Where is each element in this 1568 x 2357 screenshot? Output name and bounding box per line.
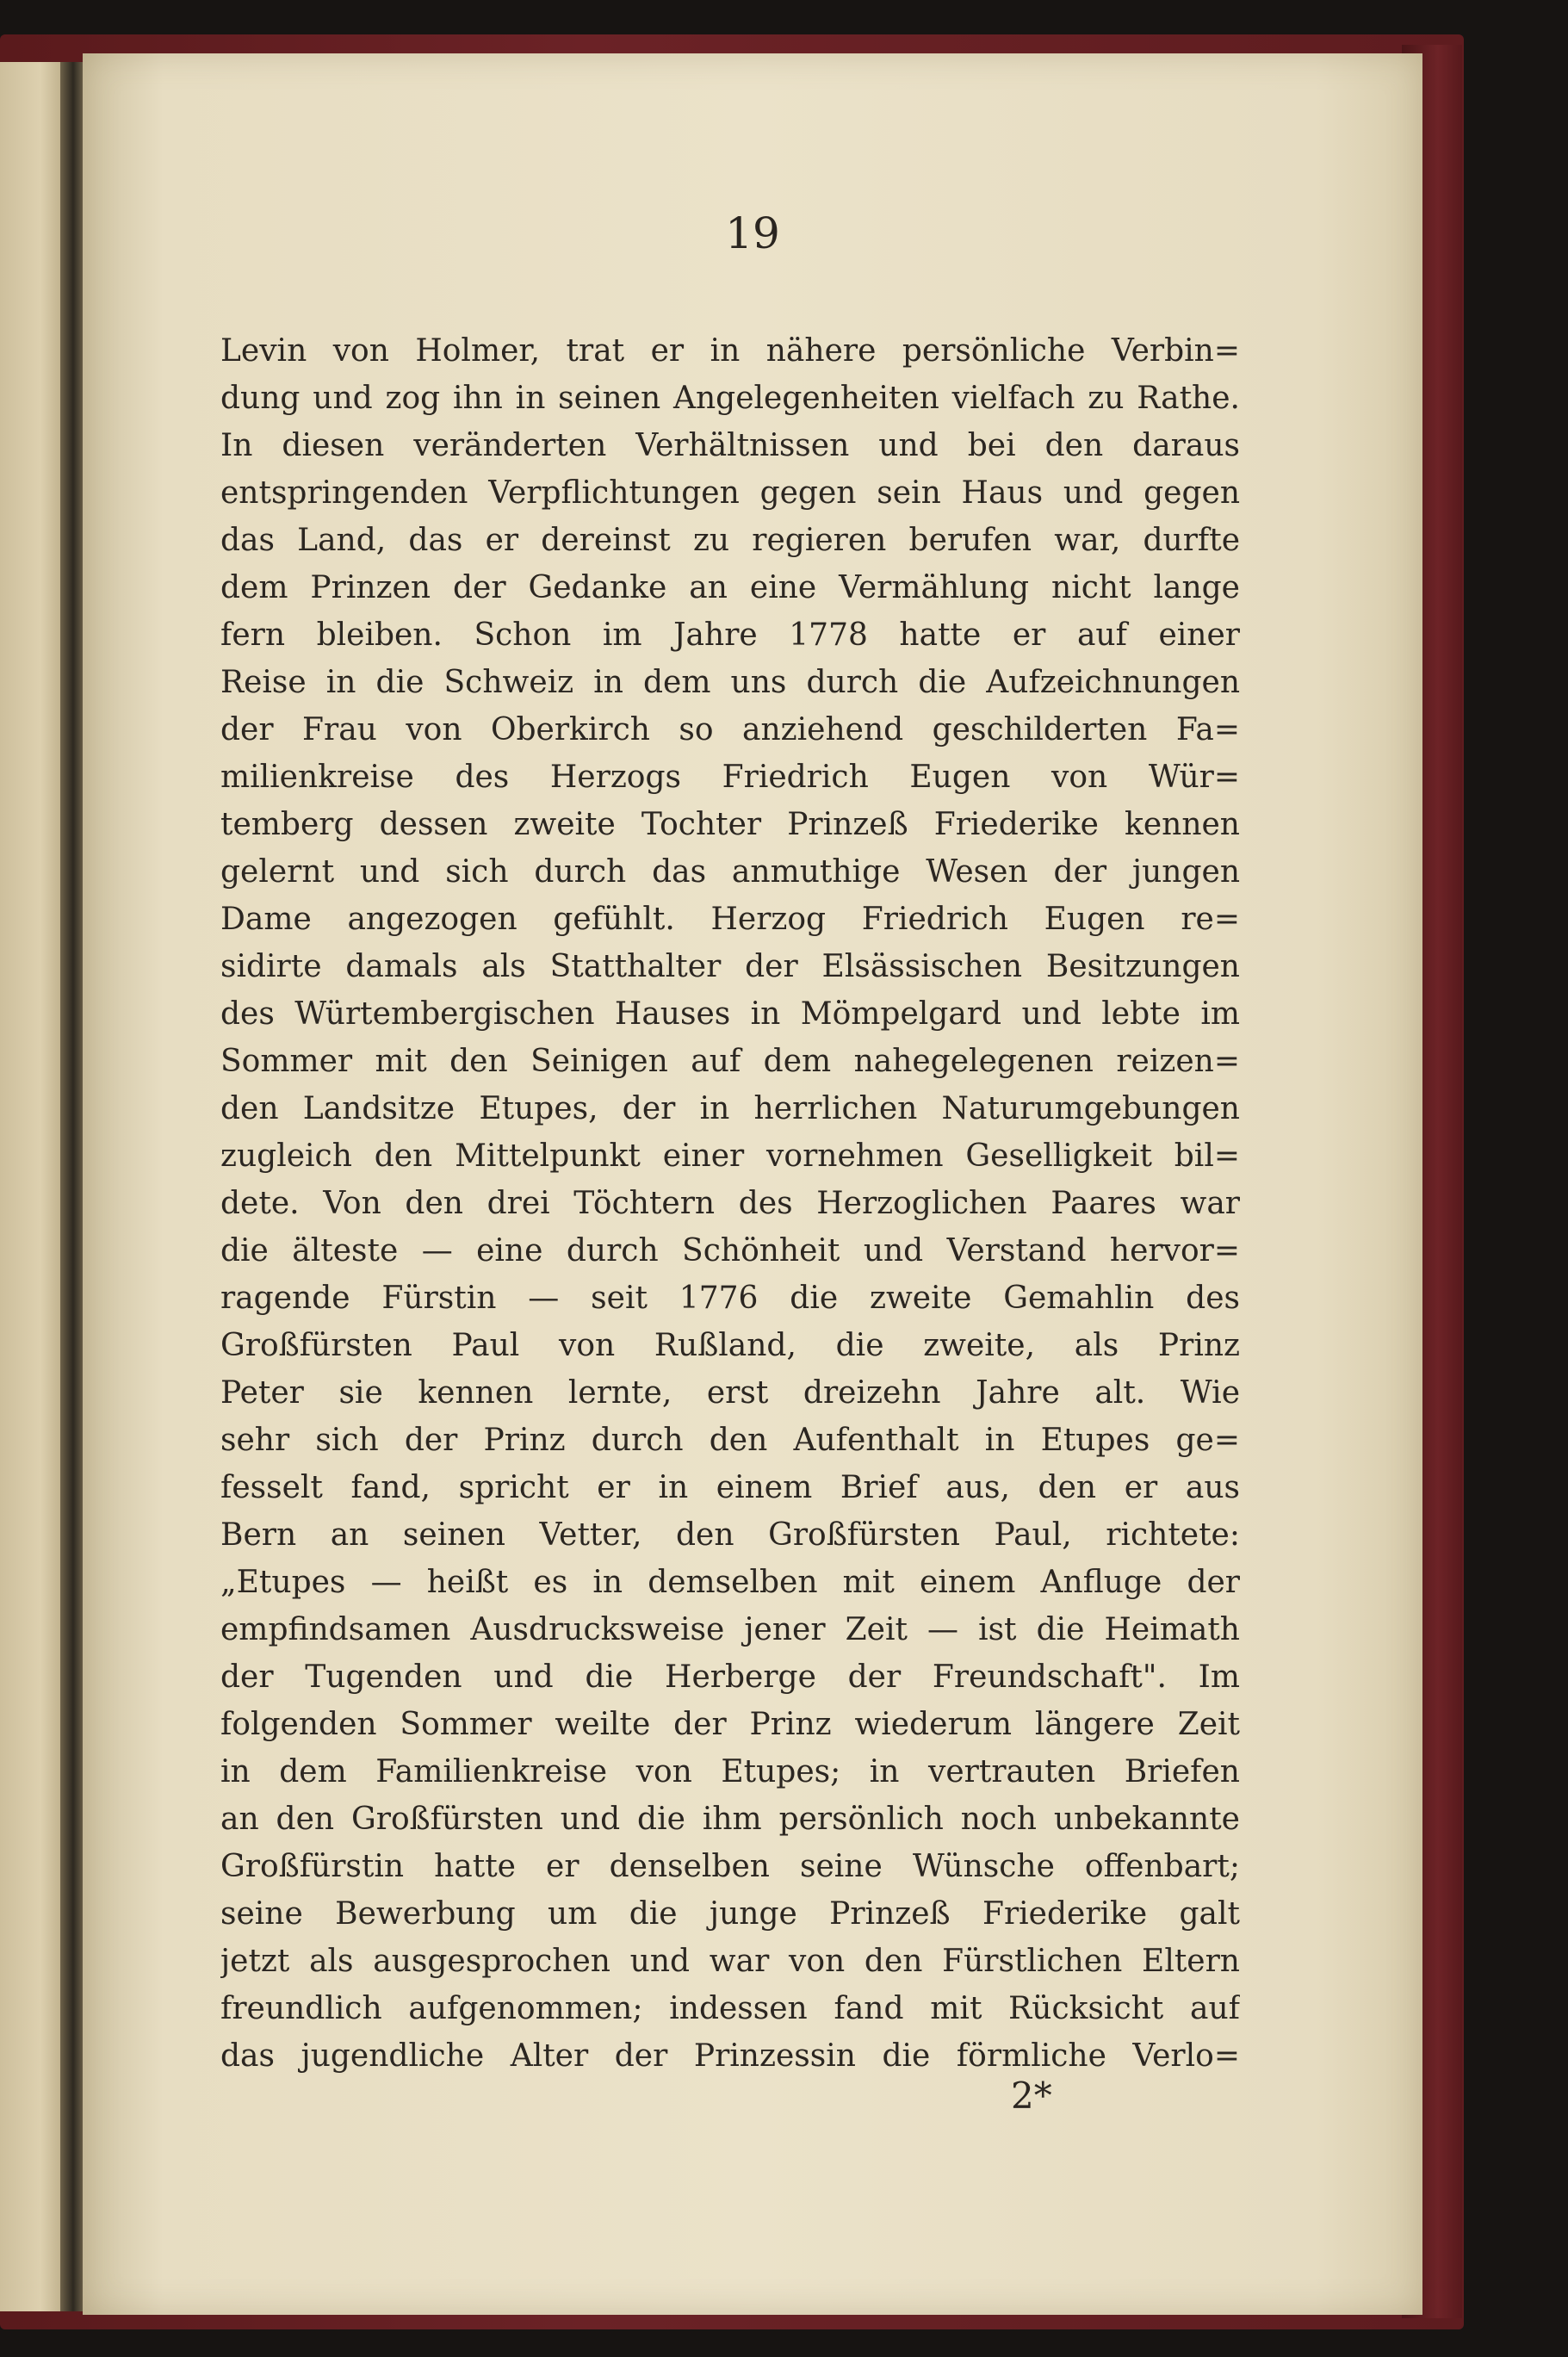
text-line: seine Bewerbung um die junge Prinzeß Friederike galt xyxy=(220,1896,1240,1932)
text-line: temberg dessen zweite Tochter Prinzeß Friederike kennen xyxy=(220,807,1240,842)
text-line: Großfürstin hatte er denselben seine Wünsche offenbart; xyxy=(220,1849,1240,1884)
text-line: freundlich aufgenommen; indessen fand mit Rücksicht auf xyxy=(220,1991,1240,2026)
text-line: „Etupes — heißt es in demselben mit einem Anfluge der xyxy=(220,1565,1240,1600)
text-line: entspringenden Verpflichtungen gegen sein Haus und gegen xyxy=(220,475,1240,511)
text-line: der Frau von Oberkirch so anziehend geschilderten Fa= xyxy=(220,712,1240,747)
text-line: sehr sich der Prinz durch den Aufenthalt in Etupes ge= xyxy=(220,1423,1240,1458)
text-line: milienkreise des Herzogs Friedrich Eugen von Wür= xyxy=(220,760,1240,795)
text-line: fern bleiben. Schon im Jahre 1778 hatte er auf einer xyxy=(220,617,1240,653)
text-line: Dame angezogen gefühlt. Herzog Friedrich Eugen re= xyxy=(220,902,1240,937)
body-text xyxy=(220,327,1240,2080)
text-line: In diesen veränderten Verhältnissen und bei den daraus xyxy=(220,428,1240,463)
text-line: dung und zog ihn in seinen Angelegenheiten vielfach zu Rathe. xyxy=(220,381,1240,416)
text-line: gelernt und sich durch das anmuthige Wesen der jungen xyxy=(220,854,1240,890)
signature-mark: 2* xyxy=(1011,2075,1052,2117)
book-page xyxy=(83,53,1422,2315)
text-line: dete. Von den drei Töchtern des Herzoglichen Paares war xyxy=(220,1186,1240,1221)
text-line: Reise in die Schweiz in dem uns durch die Aufzeichnungen xyxy=(220,665,1240,700)
text-line: die älteste — eine durch Schönheit und Verstand hervor= xyxy=(220,1233,1240,1268)
page-number: 19 xyxy=(725,208,780,258)
text-line: den Landsitze Etupes, der in herrlichen Naturumgebungen xyxy=(220,1091,1240,1126)
text-line: Peter sie kennen lernte, erst dreizehn Jahre alt. Wie xyxy=(220,1375,1240,1411)
text-line: in dem Familienkreise von Etupes; in vertrauten Briefen xyxy=(220,1754,1240,1789)
text-line: das Land, das er dereinst zu regieren berufen war, durfte xyxy=(220,523,1240,558)
text-line: Levin von Holmer, trat er in nähere persönliche Verbin= xyxy=(220,333,1240,369)
text-line: folgenden Sommer weilte der Prinz wiederum längere Zeit xyxy=(220,1707,1240,1742)
text-line: sidirte damals als Statthalter der Elsässischen Besitzungen xyxy=(220,949,1240,984)
text-line: der Tugenden und die Herberge der Freundschaft". Im xyxy=(220,1659,1240,1695)
text-line: fesselt fand, spricht er in einem Brief aus, den er aus xyxy=(220,1470,1240,1505)
text-line: Bern an seinen Vetter, den Großfürsten Paul, richtete: xyxy=(220,1517,1240,1553)
text-line: an den Großfürsten und die ihm persönlich noch unbekannte xyxy=(220,1802,1240,1837)
text-line: dem Prinzen der Gedanke an eine Vermählung nicht lange xyxy=(220,570,1240,605)
text-line: jetzt als ausgesprochen und war von den Fürstlichen Eltern xyxy=(220,1944,1240,1979)
text-line: ragende Fürstin — seit 1776 die zweite Gemahlin des xyxy=(220,1281,1240,1316)
text-line: empfindsamen Ausdrucksweise jener Zeit — ist die Heimath xyxy=(220,1612,1240,1647)
text-line: das jugendliche Alter der Prinzessin die förmliche Verlo= xyxy=(220,2038,1240,2074)
text-line: Sommer mit den Seinigen auf dem nahegelegenen reizen= xyxy=(220,1044,1240,1079)
text-line: des Würtembergischen Hauses in Mömpelgard und lebte im xyxy=(220,996,1240,1032)
text-line: zugleich den Mittelpunkt einer vornehmen Geselligkeit bil= xyxy=(220,1138,1240,1174)
text-line: Großfürsten Paul von Rußland, die zweite, als Prinz xyxy=(220,1328,1240,1363)
facing-page-edge xyxy=(0,62,67,2311)
